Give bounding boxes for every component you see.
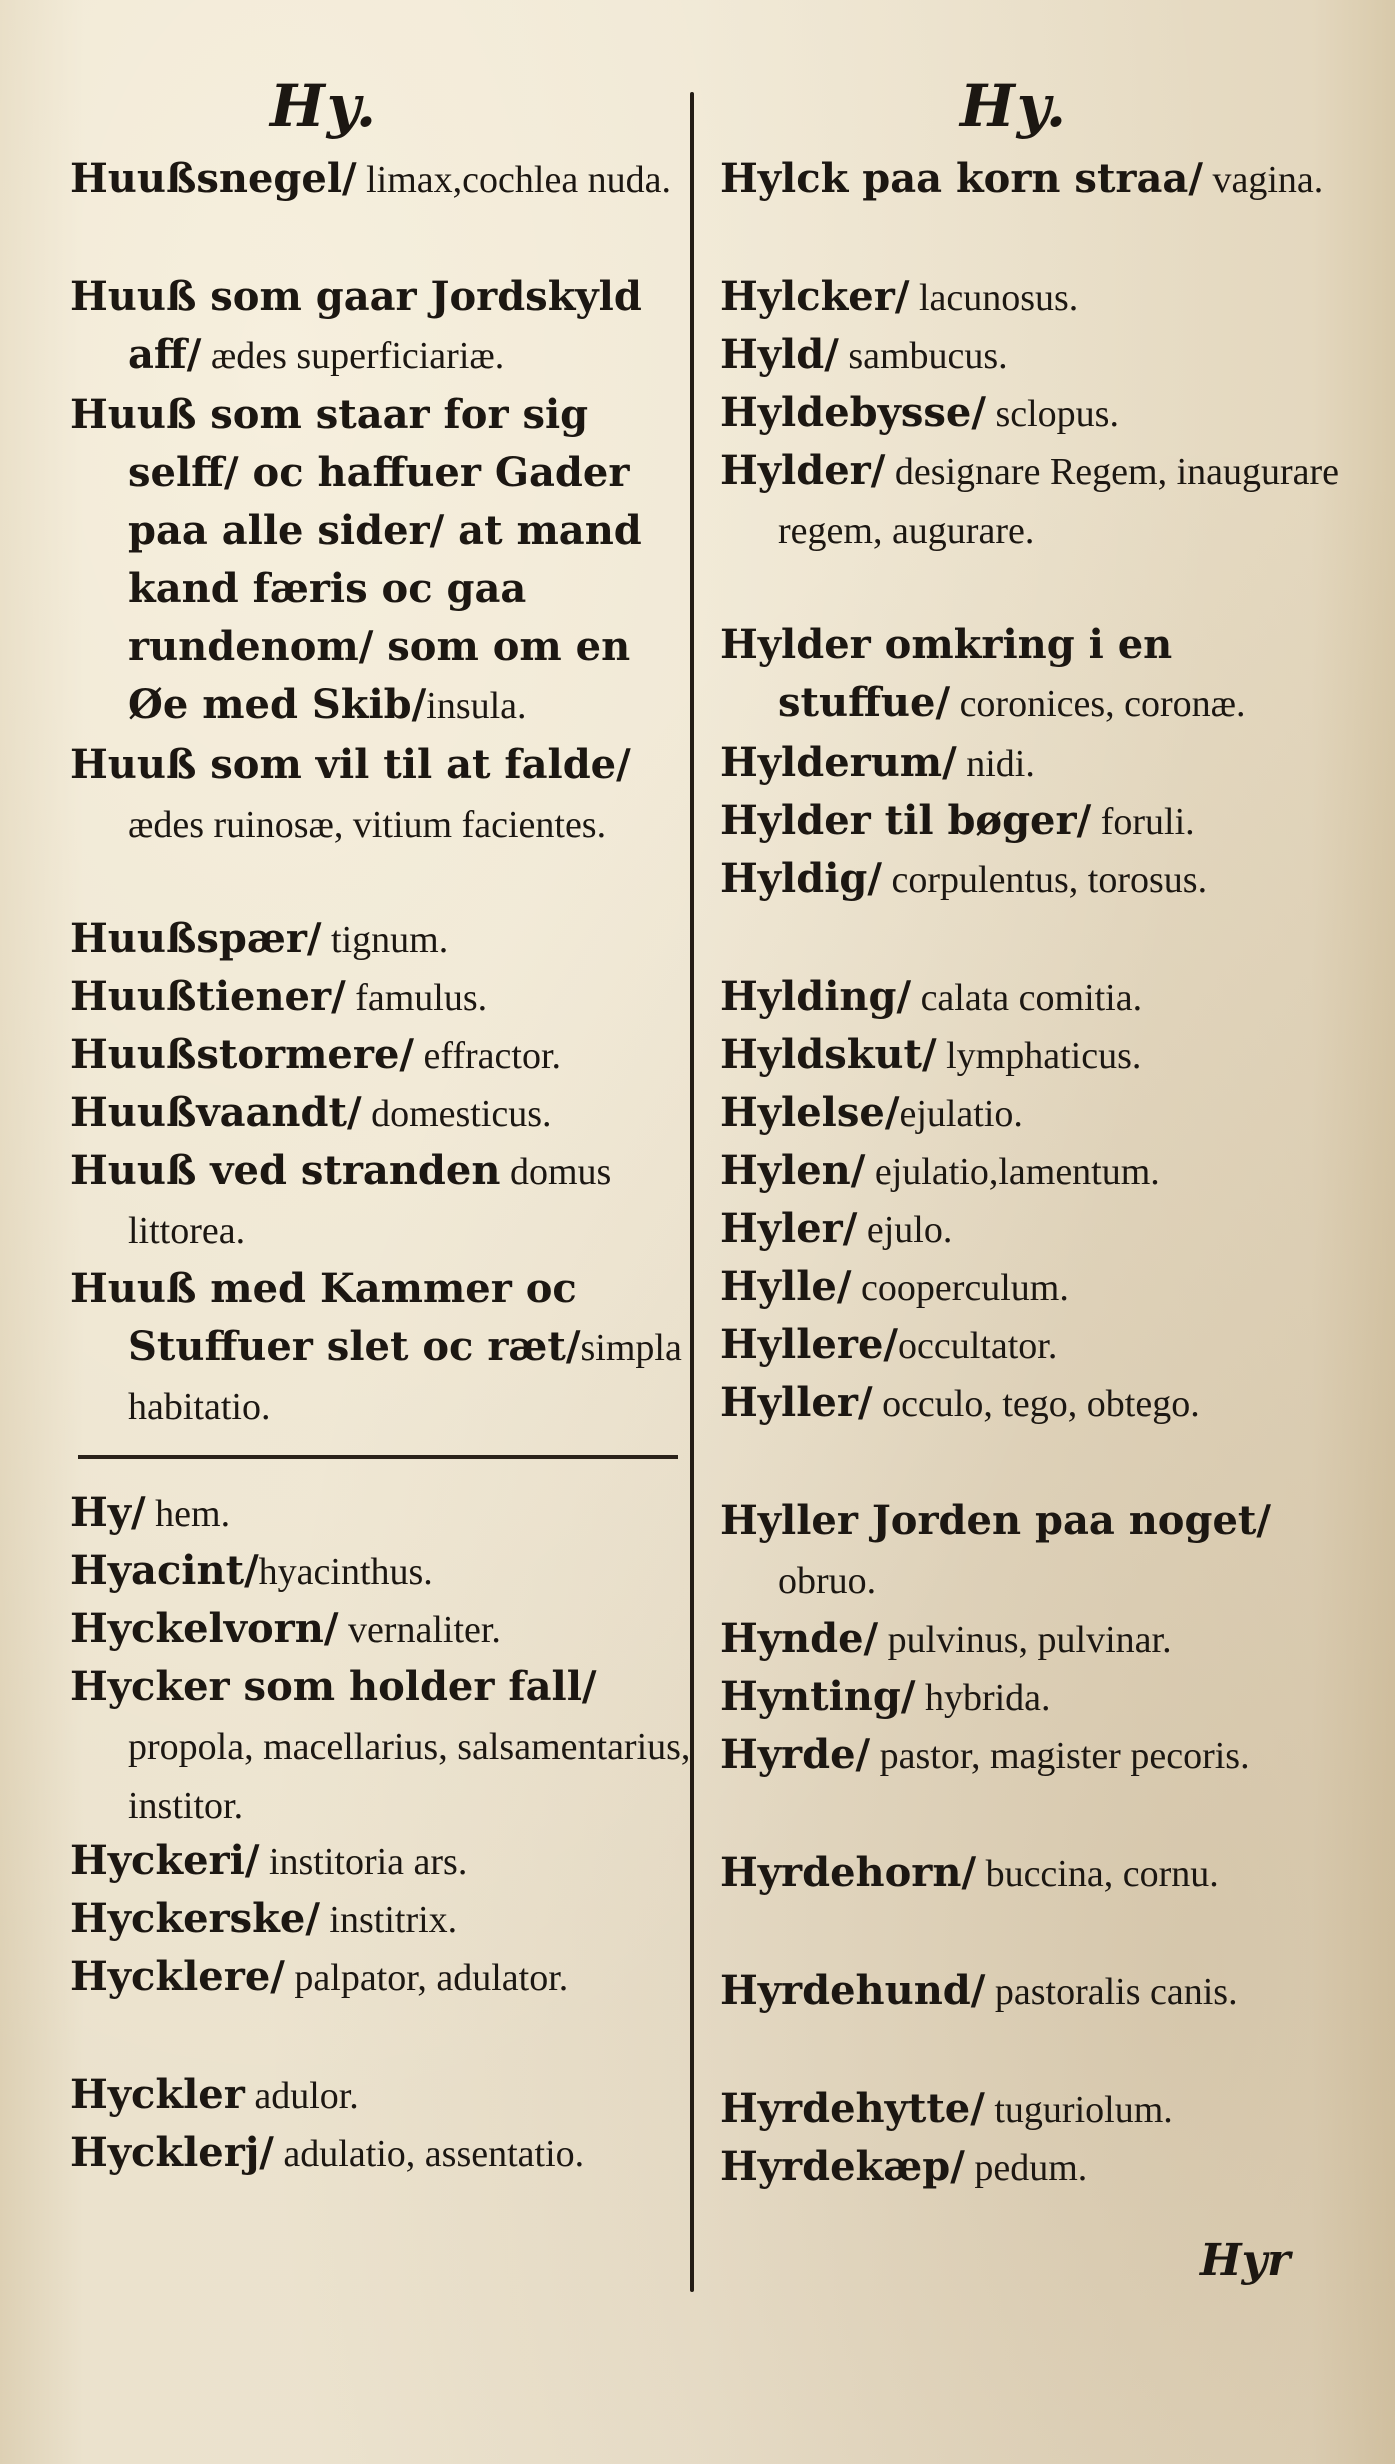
entry: Hyrdehund/ pastoralis canis. [720,1967,1238,2014]
entry: Huuß ved stranden domus littorea. [70,1147,612,1252]
entry: Hylding/ calata comitia. [720,973,1143,1020]
entry: Hyrdehytte/ tuguriolum. [720,2085,1173,2132]
entry: Hy/ hem. [70,1489,231,1536]
entry: Huußstormere/ effractor. [70,1031,562,1078]
entry: Hycklerj/ adulatio, assentatio. [70,2129,585,2176]
entry: Huußspær/ tignum. [70,915,449,962]
entry: Hynting/ hybrida. [720,1673,1051,1720]
entry: Hyrde/ pastor, magister pecoris. [720,1731,1250,1778]
entry: Huußvaandt/ domesticus. [70,1089,552,1136]
entry: Hylen/ ejulatio,lamentum. [720,1147,1160,1194]
entry: Hylcker/ lacunosus. [720,273,1079,320]
entry: Hyckelvorn/ vernaliter. [70,1605,501,1652]
entry: Hyller Jorden paa noget/ obruo. [720,1497,1271,1602]
entry: Hyldig/ corpulentus, torosus. [720,855,1208,902]
entry: Hylder omkring i en stuffue/ coronices, coronæ. [720,621,1246,726]
entry: Hyller/ occulo, tego, obtego. [720,1379,1200,1426]
entry: Hyler/ ejulo. [720,1205,953,1252]
entry: Huuß som gaar Jordskyld aff/ ædes superficiariæ. [70,273,642,378]
entry: Hyckeri/ institoria ars. [70,1837,468,1884]
entry: Hyrdekæp/ pedum. [720,2143,1088,2190]
entry: Huuß med Kammer oc Stuffuer slet oc ræt/simpla habitatio. [70,1265,682,1428]
entry: Huuß som staar for sig selff/ oc haffuer Gader paa alle sider/ at mand kand færis oc gaa rundenom/ som om en Øe med Skib/insula. [70,391,642,728]
entry: Hyldebysse/ sclopus. [720,389,1119,436]
entry: Hylder/ designare Regem, inaugurare regem, augurare. [720,447,1340,552]
entry: Hylder til bøger/ foruli. [720,797,1195,844]
entry: Hylle/ cooperculum. [720,1263,1069,1310]
entry: Huußtiener/ famulus. [70,973,488,1020]
entry: Hyllere/occultator. [720,1321,1058,1368]
entry: Hylelse/ejulatio. [720,1089,1023,1136]
catchword: Hyr [1200,2235,1291,2286]
entry: Hycker som holder fall/ propola, macellarius, salsamentarius, institor. [70,1663,691,1827]
entry: Hycklere/ palpator, adulator. [70,1953,569,2000]
entry: Hyrdehorn/ buccina, cornu. [720,1849,1219,1896]
section-separator [78,1455,678,1464]
entry: Hylck paa korn straa/ vagina. [720,155,1324,202]
entry: Hyld/ sambucus. [720,331,1008,378]
entry: Hynde/ pulvinus, pulvinar. [720,1615,1172,1662]
entry: Hyckerske/ institrix. [70,1895,458,1942]
entry: Hyckler adulor. [70,2071,359,2118]
entry: Hyacint/hyacinthus. [70,1547,433,1594]
entry: Hylderum/ nidi. [720,739,1035,786]
entry: Huuß som vil til at falde/ ædes ruinosæ, vitium facientes. [70,741,631,846]
left-running-head: Hy. [270,72,379,140]
entry: Hyldskut/ lymphaticus. [720,1031,1142,1078]
entry: Huußsnegel/ limax,cochlea nuda. [70,155,672,202]
right-running-head: Hy. [960,72,1069,140]
